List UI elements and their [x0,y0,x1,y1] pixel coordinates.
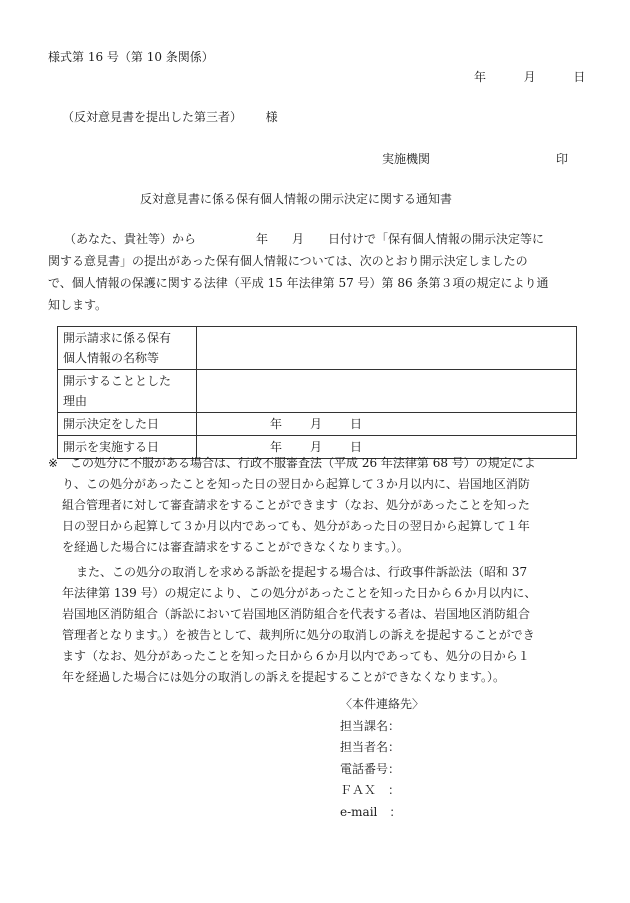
table-label-line: 開示することとした [63,374,172,388]
table-row [58,327,577,370]
date-day: 日 [573,70,586,84]
body-line-4: 知します。 [48,298,108,312]
table-label-cell: 開示を実施する日 [58,436,197,459]
date-year: 年 [270,417,283,431]
table-label-cell [58,327,197,370]
contact-email: e-mail ： [340,804,402,819]
note-line: 管理者となります。）を被告として、裁判所に処分の取消しの訴えを提起することができ [62,628,535,642]
disclosure-info-table [57,326,577,459]
table-value-cell[interactable] [197,327,577,370]
contact-dept: 担当課名： [340,718,401,733]
addressee-honorific: 様 [265,110,278,124]
note-line: また、この処分の取消しを求める訴訟を提起する場合は、行政事件訴訟法（昭和 37 [76,565,528,579]
table-row [58,413,577,436]
note-line: 年を経過した場合には処分の取消しの訴えを提起することができなくなります。）。 [62,670,506,684]
date-year: 年 [270,440,283,454]
form-number: 様式第 16 号（第 10 条関係） [48,50,214,64]
addressee [62,108,278,127]
contact-person: 担当者名： [340,740,401,754]
note-line: り、この処分があったことを知った日の翌日から起算して３か月以内に、岩国地区消防 [62,477,530,491]
body-line-1: （あなた、貴社等）から 年 月 日付けで「保有個人情報の開示決定等に [64,232,545,246]
table-date-cell[interactable] [197,413,577,436]
note-line: 年法律第 139 号）の規定により、この処分があったことを知った日から６か月以内に、 [62,586,537,600]
contact-heading: 〈本件連絡先〉 [340,697,425,711]
date-month: 月 [310,440,323,454]
date-year: 年 [474,70,487,84]
note-mark: ※ [48,456,59,470]
date-day: 日 [350,417,363,431]
note-line: 日の翌日から起算して３か月以内であっても、処分があった日の翌日から起算して１年 [62,519,530,533]
contact-fax: ＦＡＸ ： [340,783,401,797]
date-month: 月 [523,70,536,84]
date-month: 月 [310,417,323,431]
table-row [58,370,577,413]
table-value-cell[interactable] [197,370,577,413]
table-label-cell [58,370,197,413]
seal-mark: 印 [556,152,569,166]
date-line [474,68,585,87]
contact-phone: 電話番号： [340,761,401,776]
date-day: 日 [350,440,363,454]
addressee-name: （反対意見書を提出した第三者） [62,110,243,124]
issuer-label: 実施機関 [382,152,431,166]
table-label-line: 開示請求に係る保有 [63,331,172,345]
table-label-line: 理由 [63,394,88,408]
table-label-line: 個人情報の名称等 [63,351,160,365]
note-line: を経過した場合には審査請求をすることができなくなります。）。 [62,540,410,554]
contact-block [340,694,424,823]
note-line: 組合管理者に対して審査請求をすることができます（なお、処分があったことを知った [62,498,530,512]
body-line-3: で、個人情報の保護に関する法律（平成 15 年法律第 57 号）第 86 条第３項の規定により通 [48,276,549,290]
document-title: 反対意見書に係る保有個人情報の開示決定に関する通知書 [140,192,453,206]
note-line: この処分に不服がある場合は、行政不服審査法（平成 26 年法律第 68 号）の規定によ [70,456,536,470]
note-line: 岩国地区消防組合（訴訟において岩国地区消防組合を代表する者は、岩国地区消防組合 [62,607,531,621]
note-line: ます（なお、処分があったことを知った日から６か月以内であっても、処分の日から１ [62,649,530,663]
table-label-cell: 開示決定をした日 [58,413,197,436]
body-line-2: 関する意見書」の提出があった保有個人情報については、次のとおり開示決定しましたの [48,254,528,268]
